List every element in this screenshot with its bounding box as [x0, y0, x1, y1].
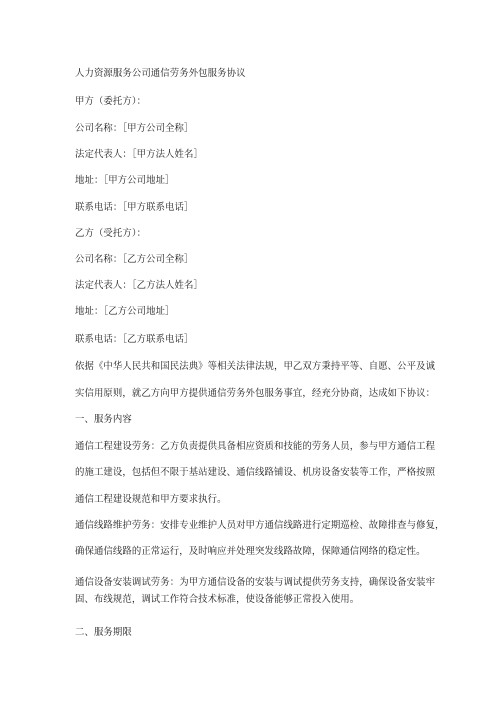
party-b-address: 地址：［乙方公司地址］: [75, 306, 175, 317]
party-b-heading: 乙方（受托方）：: [75, 228, 147, 239]
service-item-3-line-2: 固、布线规范，调试工作符合技术标准，使设备能够正常投入使用。: [75, 594, 360, 605]
service-item-1-line-3: 通信工程建设规范和甲方要求执行。: [75, 494, 227, 505]
party-a-heading: 甲方（委托方）：: [75, 96, 147, 107]
party-b-phone: 联系电话：［乙方联系电话］: [75, 334, 194, 345]
party-a-phone: 联系电话：［甲方联系电话］: [75, 202, 194, 213]
service-item-3-line-1: 通信设备安装调试劳务：为甲方通信设备的安装与调试提供劳务支持，确保设备安装牢: [75, 577, 436, 588]
party-a-company: 公司名称：［甲方公司全称］: [75, 123, 194, 134]
party-a-representative: 法定代表人：［甲方法人姓名］: [75, 149, 203, 160]
service-item-2-line-1: 通信线路维护劳务：安排专业维护人员对甲方通信线路进行定期巡检、故障排查与修复，: [75, 520, 445, 531]
party-a-address: 地址：［甲方公司地址］: [75, 175, 175, 186]
party-b-representative: 法定代表人：［乙方法人姓名］: [75, 280, 203, 291]
section-1-heading: 一、服务内容: [75, 414, 132, 425]
preamble-line-1: 依据《中华人民共和国民法典》等相关法律法规，甲乙双方秉持平等、自愿、公平及诚: [75, 361, 436, 372]
service-item-1-line-1: 通信工程建设劳务：乙方负责提供具备相应资质和技能的劳务人员，参与甲方通信工程: [75, 441, 436, 452]
preamble-line-2: 实信用原则，就乙方向甲方提供通信劳务外包服务事宜，经充分协商，达成如下协议：: [75, 388, 436, 399]
document-title: 人力资源服务公司通信劳务外包服务协议: [75, 68, 246, 79]
party-b-company: 公司名称：［乙方公司全称］: [75, 254, 194, 265]
service-item-1-line-2: 的施工建设，包括但不限于基站建设、通信线路铺设、机房设备安装等工作，严格按照: [75, 467, 436, 478]
service-item-2-line-2: 确保通信线路的正常运行，及时响应并处理突发线路故障，保障通信网络的稳定性。: [75, 546, 426, 557]
section-2-heading: 二、服务期限: [75, 627, 132, 638]
